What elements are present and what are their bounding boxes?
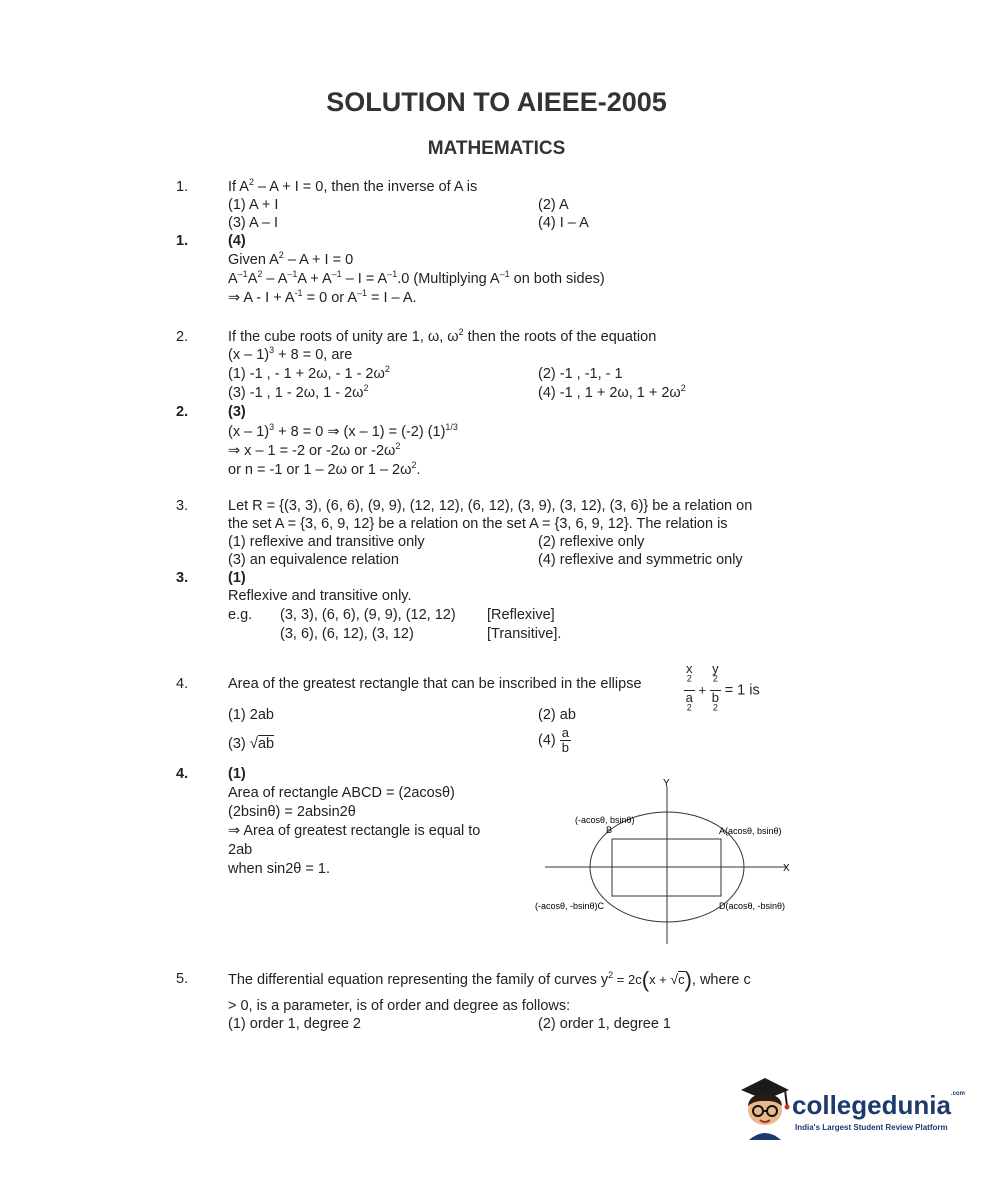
answer-number: 2.: [176, 404, 189, 420]
ellipse-diagram: [525, 778, 815, 950]
option-2: (2) order 1, degree 1: [538, 1016, 671, 1032]
question-text: The differential equation representing the family of curves $y^2 = 2c(x + √c)$, where c: [228, 967, 751, 992]
question-number: 1.: [176, 179, 189, 195]
solution-line: ⇒ x – 1 = -2 or -2ω or $-2\omega^2$: [228, 441, 401, 459]
option-3: (3) an equivalence relation: [228, 552, 399, 568]
answer-number: 1.: [176, 233, 189, 249]
question-text: If $A^2 - A + I = 0$, then the inverse of A is: [228, 177, 478, 195]
question-number: 2.: [176, 329, 189, 345]
solution-line: or n = -1 or 1 – 2ω or $1 - 2\omega^2$.: [228, 460, 421, 478]
solution-line: (x – 1)$^3$ + 8 = 0 ⇒ (x – 1) = (-2) $(1)^{1/3}$: [228, 422, 458, 440]
answer-choice: (1): [228, 570, 246, 586]
option-2: (2) ab: [538, 707, 576, 723]
question-number: 4.: [176, 676, 189, 692]
option-2: (2) reflexive only: [538, 534, 645, 550]
option-3: (3) -1 , 1 - 2ω, $1 - 2\omega^2$: [228, 383, 369, 401]
page-title: SOLUTION TO AIEEE-2005: [326, 87, 667, 117]
option-4: (4) -1 , 1 + 2ω, $1 + 2\omega^2$: [538, 383, 686, 401]
answer-number: 4.: [176, 766, 189, 782]
solution-line: when sin2θ = 1.: [228, 861, 330, 877]
option-1: (1) reflexive and transitive only: [228, 534, 425, 550]
question-number: 3.: [176, 498, 189, 514]
example-tag: [Transitive].: [487, 626, 562, 642]
point-d-label: D(acosθ, -bsinθ): [719, 901, 786, 911]
point-a-label: A(acosθ, bsinθ): [719, 826, 782, 836]
brand-wordmark: collegedunia$^{.com}$: [792, 1090, 965, 1120]
question-text: (x – 1)$^3$ + 8 = 0, are: [228, 345, 353, 363]
option-1: (1) order 1, degree 2: [228, 1016, 361, 1032]
example-label: e.g.: [228, 607, 253, 623]
x-axis-label: X: [783, 863, 790, 874]
question-text: If the cube roots of unity are 1, ω, $\omega^2$ then the roots of the equation: [228, 327, 657, 345]
point-b-coord: (-acosθ, bsinθ): [575, 815, 635, 825]
answer-choice: (3): [228, 404, 246, 420]
brand-tagline: India's Largest Student Review Platform: [795, 1123, 948, 1132]
y-axis-label: Y: [663, 778, 670, 789]
solution-line: ⇒ $A - I + A^{-1} = 0$ or $A^{-1} = I - A$.: [228, 288, 417, 306]
subject-heading: MATHEMATICS: [427, 138, 566, 159]
example-tag: [Reflexive]: [487, 607, 555, 623]
answer-number: 3.: [176, 570, 189, 586]
mascot-logo-icon: [735, 1076, 793, 1140]
solution-line: (2bsinθ) = 2absin2θ: [228, 804, 356, 820]
solution-line: Area of rectangle ABCD = (2acosθ): [228, 785, 455, 801]
option-3: (3) A – I: [228, 215, 278, 231]
solution-line: $A^{-1}A^2 - A^{-1}A + A^{-1} - I = A^{-1}.0$ (Multiplying $A^{-1}$ on both sides): [228, 269, 605, 287]
question-number: 5.: [176, 971, 189, 987]
example-pairs: (3, 3), (6, 6), (9, 9), (12, 12): [280, 607, 456, 623]
question-text: > 0, is a parameter, is of order and degree as follows:: [228, 998, 571, 1014]
question-text: Let R = {(3, 3), (6, 6), (9, 9), (12, 12), (6, 12), (3, 9), (3, 12), (3, 6)} be a relation on: [228, 498, 753, 514]
option-2: (2) A: [538, 197, 569, 213]
option-4: (4) $\frac{a}{b}$: [538, 725, 569, 755]
question-text: the set A = {3, 6, 9, 12} be a relation on the set A = {3, 6, 9, 12}. The relation is: [228, 516, 728, 532]
solution-line: 2ab: [228, 842, 253, 858]
solution-line: Given $A^2 - A + I = 0$: [228, 250, 354, 268]
point-c-label: (-acosθ, -bsinθ)C: [535, 901, 605, 911]
option-1: (1) A + I: [228, 197, 279, 213]
answer-choice: (4): [228, 233, 246, 249]
option-1: (1) -1 , - 1 + 2ω, - $1 - 2\omega^2$: [228, 364, 390, 382]
option-4: (4) I – A: [538, 215, 589, 231]
answer-choice: (1): [228, 766, 246, 782]
option-3: (3) √ab: [228, 735, 275, 752]
point-b-label: B: [606, 825, 613, 835]
option-1: (1) 2ab: [228, 707, 274, 723]
solution-line: ⇒ Area of greatest rectangle is equal to: [228, 823, 481, 839]
option-4: (4) reflexive and symmetric only: [538, 552, 743, 568]
option-2: (2) -1 , -1, - 1: [538, 366, 623, 382]
ellipse-equation: x $^2$ a $^2$ + y $^2$ b $^2$ = 1 is: [685, 661, 760, 713]
question-text: Area of the greatest rectangle that can be inscribed in the ellipse: [228, 676, 642, 692]
solution-line: Reflexive and transitive only.: [228, 588, 412, 604]
example-pairs: (3, 6), (6, 12), (3, 12): [280, 626, 414, 642]
